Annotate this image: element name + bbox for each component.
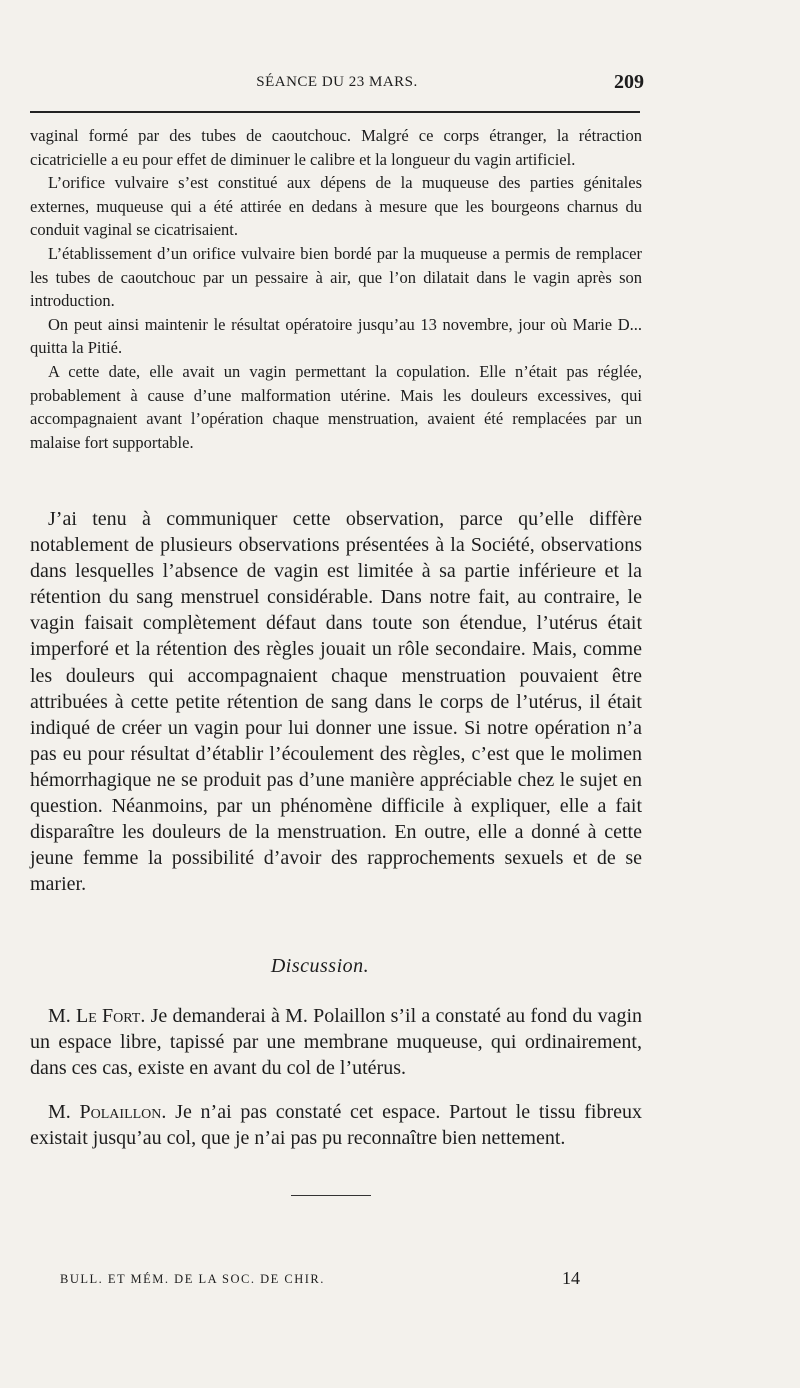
page-number: 209 (614, 71, 644, 93)
paragraph-vaginal-tubes: vaginal formé par des tubes de caoutchouc. Malgré ce corps étranger, la rétraction cicatricielle a eu pour effet de diminuer le calibre et la longueur du vagin artificiel. (30, 126, 642, 169)
main-text-section (30, 506, 642, 897)
speaker-remark: Je n’ai pas constaté cet espace. Partout le tissu fibreux existait jusqu’au col, que je n’ai pas pu reconnaître bien nettement. (30, 1101, 643, 1150)
discussion-entry-polaillon (30, 1099, 642, 1151)
page-footer (60, 1268, 580, 1292)
page-header (30, 71, 644, 98)
speaker-remark: Je demanderai à M. Polaillon s’il a constaté au fond du vagin un espace libre, tapissé par une membrane muqueuse, qui ordinairement, dans ces cas, existe en avant du col de l’utérus. (30, 1005, 643, 1080)
speaker-name: M. Le Fort. (48, 1005, 146, 1027)
speaker-name: M. Polaillon. (48, 1101, 167, 1124)
paragraph-discharge-date: On peut ainsi maintenir le résultat opératoire jusqu’au 13 novembre, jour où Marie D... quitta la Pitié. (30, 314, 642, 358)
discussion-section (30, 1003, 642, 1151)
discussion-heading: Discussion. (270, 955, 370, 977)
discussion-entry-le-fort (30, 1003, 642, 1081)
paragraph-vulvar-orifice: L’orifice vulvaire s’est constitué aux dépens de la muqueuse des parties génitales externes, muqueuse qui a été attirée en dedans à mesure que les bourgeons charnus du conduit vaginal se cicatrisaient. (30, 173, 642, 240)
small-print-section (30, 124, 642, 454)
section-divider (291, 1195, 371, 1196)
header-rule (30, 111, 640, 113)
paragraph-commentary: J’ai tenu à communiquer cette observation, parce qu’elle diffère notablement de plusieurs observations présentées à la Société, observations dans lesquelles l’absence de vagin est limitée à sa partie inférieure et la rétention du sang menstruel considérable. Dans notre fait, au contraire, le vagin faisait complètement défaut dans toute son étendue, l’utérus était imperforé et la rétention des règles jouait un rôle secondaire. Mais, comme les douleurs qui accompagnaient chaque menstruation pouvaient être attribuées à cette petite rétention de sang dans le corps de l’utérus, il était indiqué de créer un vagin pour lui donner une issue. Si notre opération n’a pas eu pour résultat d’établir l’écoulement des règles, c’est que le molimen hémorrhagique ne se produit pas d’une manière appréciable chez le sujet en question. Néanmoins, par un phénomène difficile à expliquer, elle a fait disparaître les douleurs de la menstruation. En outre, elle a donné à cette jeune femme la possibilité d’avoir des rapprochements sexuels et de se marier. (30, 508, 642, 896)
running-title: SÉANCE DU 23 MARS. (256, 74, 418, 90)
signature-mark: 14 (562, 1268, 580, 1288)
paragraph-outcome: A cette date, elle avait un vagin permettant la copulation. Elle n’était pas réglée, probablement à cause d’une malformation utérine. Mais les douleurs excessives, qui accompagnaient avant l’opération chaque menstruation, avaient été remplacées par un malaise fort supportable. (30, 361, 642, 452)
journal-reference: BULL. ET MÉM. DE LA SOC. DE CHIR. (60, 1272, 325, 1286)
paragraph-pessary: L’établissement d’un orifice vulvaire bien bordé par la muqueuse a permis de remplacer les tubes de caoutchouc par un pessaire à air, que l’on dilatait dans le vagin après son introduction. (30, 243, 642, 311)
